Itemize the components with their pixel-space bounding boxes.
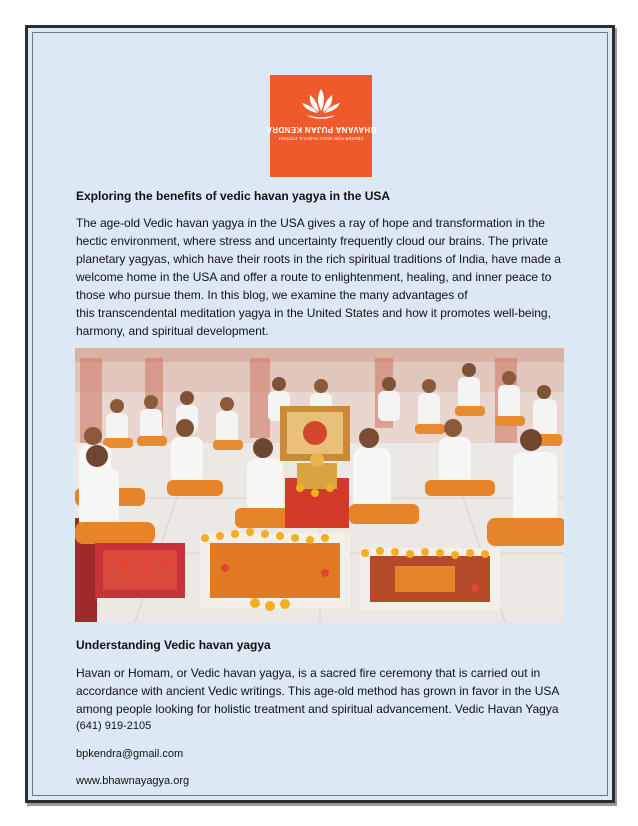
section-heading-understanding: Understanding Vedic havan yagya: [76, 638, 271, 652]
paragraph-line: welcome home in the USA and offer a route to enlightenment, healing, and inner peace to: [76, 270, 552, 284]
paragraph-line: accordance with ancient Vedic writings. This age-old method has grown in favor in the USA: [76, 684, 560, 698]
lotus-icon: [298, 87, 344, 121]
intro-paragraph: [76, 214, 566, 340]
logo-title: BHAVANA PUJAN KENDRA: [265, 125, 377, 134]
paragraph-line: The age-old Vedic havan yagya in the USA gives a ray of hope and transformation in the: [76, 216, 545, 230]
paragraph-line: hectic environment, where stress and uncertainty frequently cloud our brains. The private: [76, 234, 549, 248]
contact-website[interactable]: www.bhawnayagya.org: [76, 775, 190, 787]
paragraph-line: planetary yagyas, which have their roots in the rich spiritual traditions of India, have made a: [76, 252, 561, 266]
yagya-ceremony-photo: [75, 348, 564, 622]
page-frame: [25, 25, 615, 803]
paragraph-line: Havan or Homam, or Vedic havan yagya, is a sacred fire ceremony that is carried out in: [76, 666, 541, 680]
section-heading-benefits: Exploring the benefits of vedic havan yagya in the USA: [76, 189, 391, 203]
paragraph-line: harmony, and spiritual development.: [76, 324, 269, 338]
paragraph-line: this transcendental meditation yagya in the United States and how it promotes well-being,: [76, 306, 551, 320]
contact-phone: (641) 919-2105: [76, 720, 152, 732]
brand-logo: [265, 75, 377, 177]
understanding-paragraph: [76, 664, 566, 718]
paragraph-line: those who pursue them. In this blog, we examine the many advantages of: [76, 288, 468, 302]
contact-email[interactable]: bpkendra@gmail.com: [76, 748, 184, 760]
paragraph-line: among people looking for holistic treatment and spiritual advancement. Vedic Havan Yagya: [76, 702, 559, 716]
logo-subtitle: CENTER FOR VEDIC YAGYA & JYOTISH: [278, 136, 364, 141]
